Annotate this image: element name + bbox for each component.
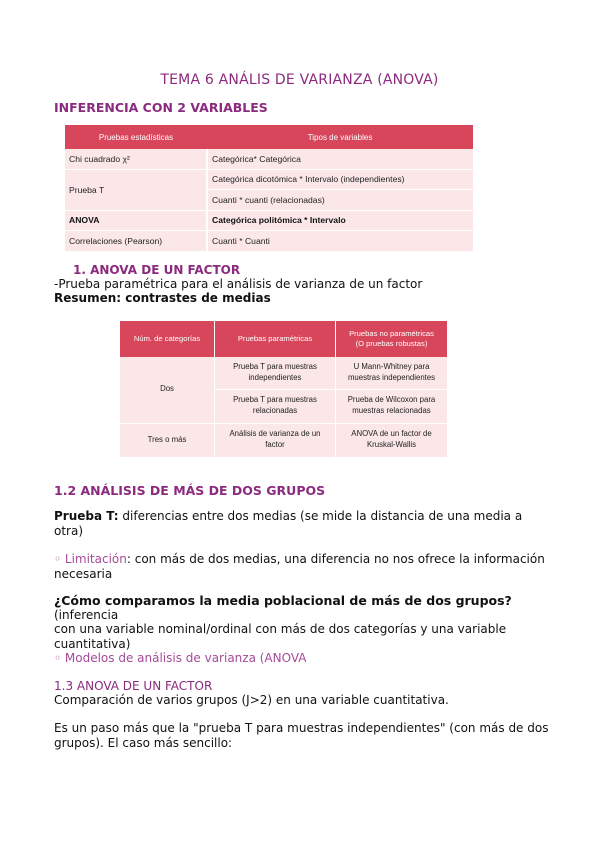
table-header: Tipos de variables [207, 125, 473, 149]
heading-anova-factor: 1. ANOVA DE UN FACTOR [73, 263, 241, 277]
table-cell: Análisis de varianza de un factor [215, 423, 336, 457]
table-cell: Prueba T para muestras relacionadas [215, 389, 336, 423]
table-cell: ANOVA [65, 210, 207, 231]
paragraph-limitacion [54, 552, 554, 581]
modelos-line: ◦ Modelos de análisis de varianza (ANOVA [54, 651, 307, 665]
table-cell: Dos [120, 357, 215, 423]
inferencia-detail: con una variable nominal/ordinal con más de dos categorías y una variable cuantitativa) [54, 622, 507, 651]
question-heading: ¿Cómo comparamos la media poblacional de más de dos grupos? [54, 593, 512, 608]
table-cell: Tres o más [120, 423, 215, 457]
inferencia-note: (inferencia [54, 608, 119, 622]
paragraph-comparacion: Comparación de varios grupos (J>2) en una variable cuantitativa. [54, 693, 449, 707]
table-header: Pruebas paramétricas [215, 321, 336, 357]
table-cell: Categórica* Categórica [207, 149, 473, 169]
table-row [120, 423, 447, 457]
resumen-heading: Resumen: contrastes de medias [54, 291, 271, 305]
limitacion-text: : con más de dos medias, una diferencia no nos ofrece la información necesaria [54, 552, 545, 581]
prueba-t-label: Prueba T: [54, 509, 119, 523]
limitacion-label: ◦ Limitación [54, 552, 127, 566]
section-heading-inferencia: INFERENCIA CON 2 VARIABLES [54, 100, 268, 115]
table-cell: Categórica politómica * Intervalo [207, 210, 473, 231]
paragraph-paso: Es un paso más que la "prueba T para muestras independientes" (con más de dos grupos). El caso más sencillo: [54, 721, 549, 750]
table-header: Núm. de categorías [120, 321, 215, 357]
table-cell: Prueba de Wilcoxon para muestras relacionadas [336, 389, 448, 423]
section-heading-1-2: 1.2 ANÁLISIS DE MÁS DE DOS GRUPOS [54, 483, 326, 498]
table-cell: Cuanti * cuanti (relacionadas) [207, 190, 473, 211]
table-cell: ANOVA de un factor de Kruskal-Wallis [336, 423, 448, 457]
table-cell: Categórica dicotómica * Intervalo (independientes) [207, 169, 473, 190]
table-cell: Prueba T [65, 169, 207, 210]
table-row [120, 357, 447, 389]
table-cell: Cuanti * Cuanti [207, 231, 473, 252]
table-cell: U Mann-Whitney para muestras independientes [336, 357, 448, 389]
table-cell: Prueba T para muestras independientes [215, 357, 336, 389]
page-title: TEMA 6 ANÁLIS DE VARIANZA (ANOVA) [160, 72, 439, 88]
paragraph-prueba-t [54, 509, 554, 538]
table-row [65, 169, 473, 190]
table-row [65, 149, 473, 169]
table-header: Pruebas estadísticas [65, 125, 207, 149]
section-heading-1-3: 1.3 ANOVA DE UN FACTOR [54, 679, 213, 693]
table-contrasts [120, 321, 447, 458]
table-row [65, 231, 473, 252]
table-cell: Correlaciones (Pearson) [65, 231, 207, 252]
table-cell: Chi cuadrado χ² [65, 149, 207, 169]
table-variable-tests [65, 125, 473, 252]
anova-description: -Prueba paramétrica para el análisis de varianza de un factor [54, 277, 423, 291]
prueba-t-text: diferencias entre dos medias (se mide la distancia de una media a otra) [54, 509, 523, 538]
table-row [65, 210, 473, 231]
table-header: Pruebas no paramétricas (O pruebas robustas) [336, 321, 448, 357]
